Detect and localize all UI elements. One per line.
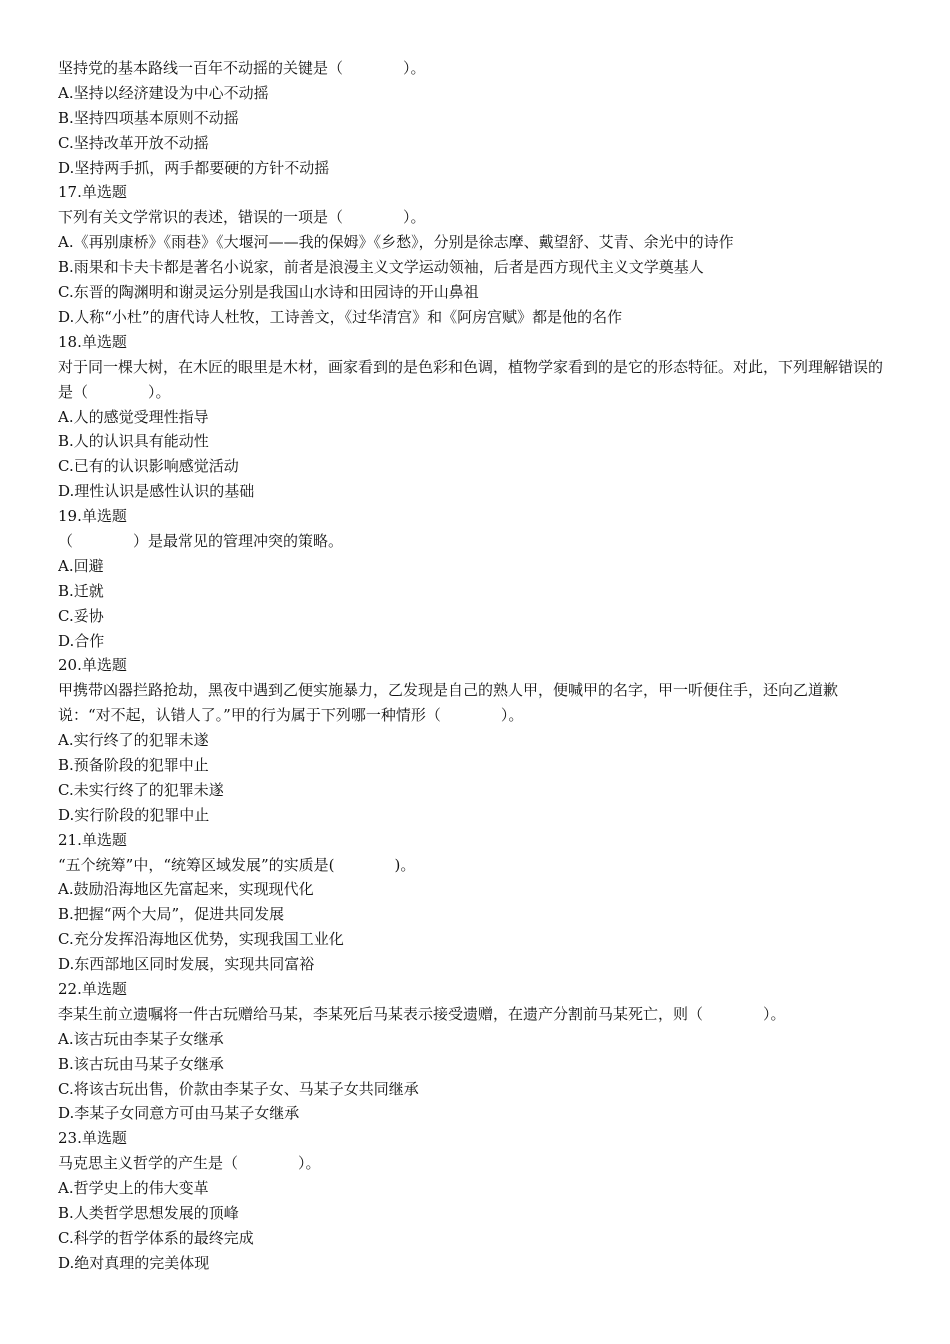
question-block [58, 828, 888, 977]
option-d: D.实行阶段的犯罪中止 [58, 805, 210, 824]
option-b: B.该古玩由马某子女继承 [58, 1054, 224, 1073]
question-header: 22.单选题 [58, 980, 127, 999]
option-d: D.理性认识是感性认识的基础 [58, 482, 255, 501]
option-b: B.迁就 [58, 581, 104, 600]
question-block [58, 977, 888, 1126]
option-c: C.科学的哲学体系的最终完成 [58, 1228, 254, 1247]
option-a: A.该古玩由李某子女继承 [58, 1029, 224, 1048]
option-a: A.鼓励沿海地区先富起来，实现现代化 [58, 880, 314, 899]
option-d: D.东西部地区同时发展，实现共同富裕 [58, 955, 315, 974]
option-a: A.哲学史上的伟大变革 [58, 1179, 209, 1198]
question-block [58, 56, 888, 180]
question-header: 21.单选题 [58, 830, 127, 849]
option-c: C.东晋的陶渊明和谢灵运分别是我国山水诗和田园诗的开山鼻祖 [58, 283, 479, 302]
question-stem: 马克思主义哲学的产生是（ ）。 [58, 1154, 321, 1173]
question-block [58, 653, 888, 827]
option-d: D.坚持两手抓，两手都要硬的方针不动摇 [58, 158, 330, 177]
question-stem: 李某生前立遗嘱将一件古玩赠给马某，李某死后马某表示接受遗赠，在遗产分割前马某死亡，则（ ）。 [58, 1004, 786, 1023]
question-stem: “五个统筹”中，“统筹区域发展”的实质是( )。 [58, 855, 416, 874]
question-stem: 坚持党的基本路线一百年不动摇的关键是（ ）。 [58, 59, 426, 77]
option-d: D.李某子女同意方可由马某子女继承 [58, 1104, 300, 1123]
question-header: 23.单选题 [58, 1129, 127, 1148]
option-a: A.回避 [58, 556, 104, 575]
question-block [58, 1126, 888, 1275]
option-b: B.预备阶段的犯罪中止 [58, 756, 209, 774]
option-c: C.坚持改革开放不动摇 [58, 133, 209, 152]
question-stem: 下列有关文学常识的表述，错误的一项是（ ）。 [58, 208, 426, 227]
option-a: A.坚持以经济建设为中心不动摇 [58, 83, 269, 102]
option-d: D.绝对真理的完美体现 [58, 1253, 210, 1272]
option-c: C.未实行终了的犯罪未遂 [58, 780, 224, 799]
option-c: C.充分发挥沿海地区优势，实现我国工业化 [58, 930, 344, 949]
option-c: C.将该古玩出售，价款由李某子女、马某子女共同继承 [58, 1079, 419, 1098]
option-a: A.人的感觉受理性指导 [58, 407, 209, 426]
question-header: 19.单选题 [58, 507, 127, 526]
option-b: B.坚持四项基本原则不动摇 [58, 108, 239, 127]
question-stem: 对于同一棵大树，在木匠的眼里是木材，画家看到的是色彩和色调，植物学家看到的是它的形态特征。对此，下列理解错误的是（ ）。 [58, 357, 884, 401]
option-b: B.雨果和卡夫卡都是著名小说家，前者是浪漫主义文学运动领袖，后者是西方现代主义文学奠基人 [58, 258, 704, 277]
question-block [58, 504, 888, 653]
question-block [58, 180, 888, 329]
option-d: D.人称“小杜”的唐代诗人杜牧，工诗善文，《过华清宫》和《阿房宫赋》都是他的名作 [58, 307, 623, 326]
option-a: A.实行终了的犯罪未遂 [58, 731, 209, 750]
option-b: B.人类哲学思想发展的顶峰 [58, 1204, 239, 1223]
option-a: A.《再别康桥》《雨巷》《大堰河——我的保姆》《乡愁》，分别是徐志摩、戴望舒、艾青、余光中的诗作 [58, 233, 734, 252]
option-b: B.把握“两个大局”，促进共同发展 [58, 905, 285, 924]
option-d: D.合作 [58, 631, 105, 650]
option-c: C.妥协 [58, 606, 104, 625]
question-header: 18.单选题 [58, 332, 127, 351]
option-c: C.已有的认识影响感觉活动 [58, 457, 239, 476]
question-block [58, 330, 888, 504]
option-b: B.人的认识具有能动性 [58, 432, 209, 451]
question-header: 17.单选题 [58, 183, 127, 202]
question-header: 20.单选题 [58, 656, 127, 675]
exam-page [58, 56, 888, 1276]
question-stem: 甲携带凶器拦路抢劫，黑夜中遇到乙便实施暴力，乙发现是自己的熟人甲，便喊甲的名字，甲一听便住手，还向乙道歉说：“对不起，认错人了。”甲的行为属于下列哪一种情形（ ）。 [58, 681, 839, 725]
question-stem: （ ）是最常见的管理冲突的策略。 [58, 531, 344, 550]
